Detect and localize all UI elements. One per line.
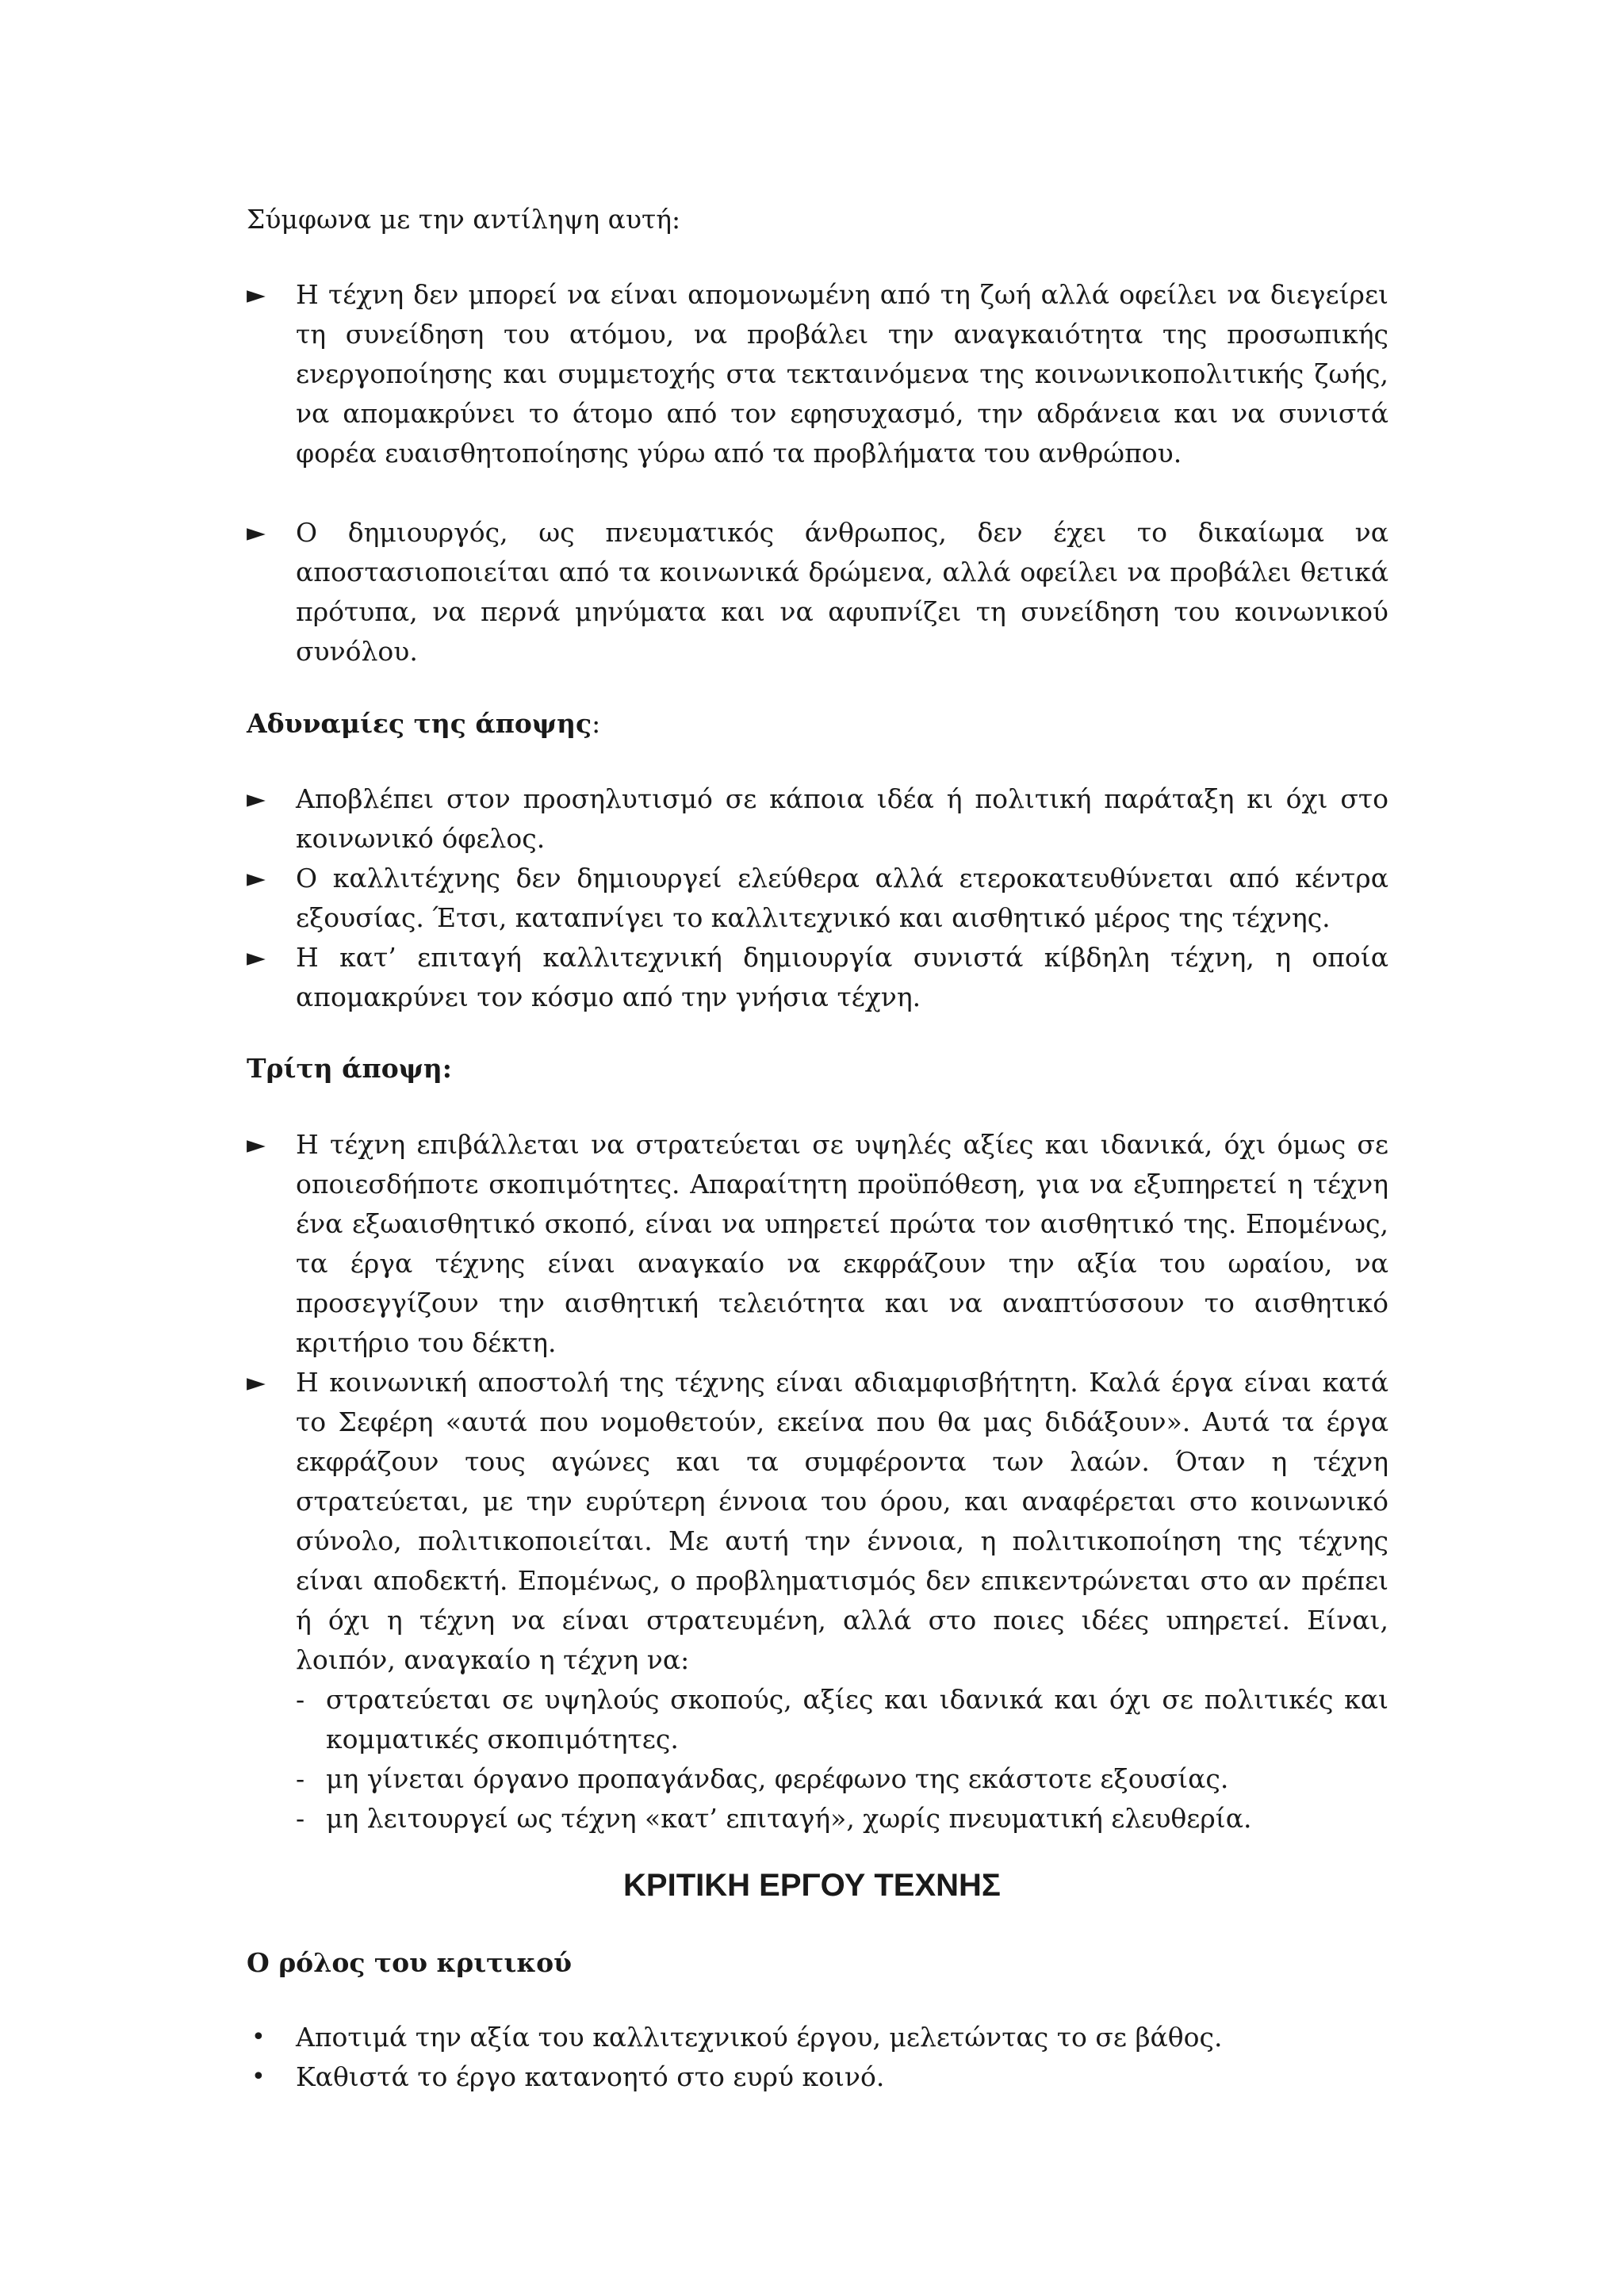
arrow-bullet-icon: ► [247,519,266,547]
arrow-bullet-icon: ► [247,1368,266,1397]
list-item [247,1363,1388,1680]
list-item [247,938,1388,1017]
arrow-bullet-icon: ► [247,864,266,893]
sub-list-item-text: μη λειτουργεί ως τέχνη «κατ’ επιταγή», χωρίς πνευματική ελευθερία. [326,1803,1252,1834]
list-item-text: Η κοινωνική αποστολή της τέχνης είναι αδιαμφισβήτητη. Καλά έργα είναι κατά το Σεφέρη «αυτά που νομοθετούν, εκείνα που θα μας διδάξουν». Αυτά τα έργα εκφράζουν τους αγώνες και τα συμφέροντα των λαών. Όταν η τέχνη στρατεύεται, με την ευρύτερη έννοια του όρου, και αναφέρεται στο κοινωνικό σύνολο, πολιτικοποιείται. Με αυτή την έννοια, η πολιτικοποίηση της τέχνης είναι αποδεκτή. Επομένως, ο προβληματισμός δεν επικεντρώνεται στο αν πρέπει ή όχι η τέχνη να είναι στρατευμένη, αλλά στο ποιες ιδέες υπηρετεί. Είναι, λοιπόν, αναγκαίο η τέχνη να: [296,1367,1388,1675]
arrow-bullet-icon: ► [247,281,266,309]
list-item-text: Ο καλλιτέχνης δεν δημιουργεί ελεύθερα αλλά ετεροκατευθύνεται από κέντρα εξουσίας. Έτσι, καταπνίγει το καλλιτεχνικό και αισθητικό μέρος της τέχνης. [296,863,1388,933]
list-item-text: Καθιστά το έργο κατανοητό στο ευρύ κοινό. [296,2061,885,2092]
heading-colon: : [592,708,601,739]
list-item [247,859,1388,938]
section-heading [247,704,1388,744]
dash-bullet-icon: - [296,1803,305,1834]
list-item [247,2018,1388,2057]
arrow-bullet-icon: ► [247,785,266,813]
intro-paragraph: Σύμφωνα με την αντίληψη αυτή: [247,204,681,235]
section-title: ΚΡΙΤΙΚΗ ΕΡΓΟΥ ΤΕΧΝΗΣ [623,1868,1001,1903]
list-item-text: Ο δημιουργός, ως πνευματικός άνθρωπος, δεν έχει το δικαίωμα να αποστασιοποιείται από τα κοινωνικά δρώμενα, αλλά οφείλει να προβάλει θετικά πρότυπα, να περνά μηνύματα και να αφυπνίζει τη συνείδηση του κοινωνικού συνόλου. [296,517,1388,667]
list-item-text: Η τέχνη δεν μπορεί να είναι απομονωμένη από τη ζωή αλλά οφείλει να διεγείρει τη συνείδηση του ατόμου, να προβάλει την αναγκαιότητα της προσωπικής ενεργοποίησης και συμμετοχής στα τεκταινόμενα της κοινωνικοπολιτικής ζωής, να απομακρύνει το άτομο από τον εφησυχασμό, την αδράνεια και να συνιστά φορέα ευαισθητοποίησης γύρω από τα προβλήματα του ανθρώπου. [296,279,1388,469]
list-item-text: Η τέχνη επιβάλλεται να στρατεύεται σε υψηλές αξίες και ιδανικά, όχι όμως σε οποιεσδήποτε σκοπιμότητες. Απαραίτητη προϋπόθεση, για να εξυπηρετεί η τέχνη ένα εξωαισθητικό σκοπό, είναι να υπηρετεί πρώτα τον αισθητικό της. Επομένως, τα έργα τέχνης είναι αναγκαίο να εκφράζουν την αξία του ωραίου, να προσεγγίζουν την αισθητική τελειότητα και να αναπτύσσουν το αισθητικό κριτήριο του δέκτη. [296,1129,1388,1358]
arrow-bullet-icon: ► [247,943,266,972]
arrow-bullet-icon: ► [247,1131,266,1159]
dash-bullet-icon: - [296,1684,305,1715]
sub-list-item [296,1799,1388,1839]
list-item [247,513,1388,672]
dash-bullet-icon: - [296,1763,305,1794]
third-view-heading: Τρίτη άποψη: [247,1053,452,1084]
sub-list-item [296,1680,1388,1759]
list-item [247,275,1388,473]
list-item-text: Αποβλέπει στον προσηλυτισμό σε κάποια ιδέα ή πολιτική παράταξη κι όχι στο κοινωνικό όφελος. [296,783,1388,854]
critic-role-heading: Ο ρόλος του κριτικού [247,1947,572,1978]
dot-bullet-icon: • [251,2023,266,2051]
list-item [247,779,1388,859]
list-item [247,2057,1388,2097]
sub-list-item-text: μη γίνεται όργανο προπαγάνδας, φερέφωνο της εκάστοτε εξουσίας. [326,1763,1229,1794]
list-item [247,1125,1388,1363]
sub-list-item [296,1759,1388,1799]
list-item-text: Αποτιμά την αξία του καλλιτεχνικού έργου, μελετώντας το σε βάθος. [296,2022,1223,2053]
sub-list-item-text: στρατεύεται σε υψηλούς σκοπούς, αξίες και ιδανικά και όχι σε πολιτικές και κομματικές σκοπιμότητες. [326,1684,1388,1755]
weakness-heading: Αδυναμίες της άποψης [247,708,592,739]
list-item-text: Η κατ’ επιταγή καλλιτεχνική δημιουργία συνιστά κίβδηλη τέχνη, η οποία απομακρύνει τον κόσμο από την γνήσια τέχνη. [296,942,1388,1012]
dot-bullet-icon: • [251,2063,266,2091]
